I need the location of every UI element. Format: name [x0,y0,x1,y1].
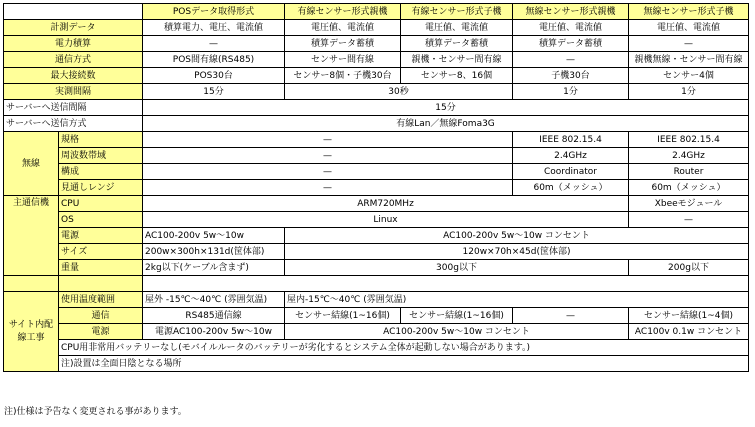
cell: 200g以下 [629,260,749,276]
table-row [4,260,749,276]
cell: AC100-200v 5w〜10w [143,228,285,244]
row-label: 通信 [59,308,143,324]
group-label-site-line2: 線工事 [17,332,45,343]
group-label-site-line1: サイト内配 [8,319,54,330]
cell: 屋内-15℃〜40℃ (雰囲気温) [285,292,749,308]
cell: POS間有線(RS485) [143,52,285,68]
table-row [4,36,749,52]
cell: Xbeeモジュール [629,196,749,212]
header-wired-parent: 有線センサー形式親機 [285,4,401,20]
table-row-spacer [4,276,749,292]
table-row [4,132,749,148]
header-wireless-parent: 無線センサー形式親機 [513,4,629,20]
cell: 電圧値、電流値 [285,20,401,36]
table-row [4,212,749,228]
cell: 2.4GHz [513,148,629,164]
cell: 300g以下 [285,260,629,276]
cell: 積算データ蓄積 [513,36,629,52]
table-row [4,52,749,68]
row-label: 規格 [59,132,143,148]
row-label: サイズ [59,244,143,260]
cell: 親機・センサー間有線 [401,52,513,68]
cell: 積算データ蓄積 [401,36,513,52]
cell: 15分 [143,84,285,100]
cell: 60m（メッシュ） [513,180,629,196]
table-row [4,228,749,244]
cell: AC100-200v 5w〜10w コンセント [285,228,749,244]
cell: AC100-200v 5w〜10w コンセント [285,324,629,340]
cell: 200w×300h×131d(筐体部) [143,244,285,260]
cell: — [629,212,749,228]
table-row [4,100,749,116]
cell: 電源AC100-200v 5w〜10w [143,324,285,340]
cell: — [143,180,513,196]
header-row [4,4,749,20]
cell: Coordinator [513,164,629,180]
cell: 1分 [513,84,629,100]
table-row [4,84,749,100]
cell: 電圧値、電流値 [629,20,749,36]
footnote: 注)仕様は予告なく変更される事があります。 [4,407,187,417]
table-row [4,148,749,164]
header-wired-child: 有線センサー形式子機 [401,4,513,20]
cell: — [143,36,285,52]
cell: センサー8個・子機30台 [285,68,401,84]
cell: センサー結線(1~16個) [401,308,513,324]
group-label-wireless: 無線 [4,132,59,196]
table-row [4,180,749,196]
cell: 2kg以下(ケーブル含まず) [143,260,285,276]
cell: 注)設置は全面日陰となる場所 [59,356,749,372]
cell: POS30台 [143,68,285,84]
row-label: OS [59,212,143,228]
table-row [4,20,749,36]
cell: 1分 [629,84,749,100]
header-corner [4,4,143,20]
row-label: 実測間隔 [4,84,143,100]
row-label: 構成 [59,164,143,180]
row-label: 電源 [59,228,143,244]
table-row [4,340,749,356]
cell: ARM720MHz [143,196,629,212]
cell: センサー8、16個 [401,68,513,84]
cell: AC100v 0.1w コンセント [629,324,749,340]
cell: センサー間有線 [285,52,401,68]
table-row [4,244,749,260]
table-row [4,324,749,340]
cell: 親機無線・センサー間有線 [629,52,749,68]
row-label: 見通しレンジ [59,180,143,196]
cell: 15分 [143,100,749,116]
row-label: 最大接続数 [4,68,143,84]
spacer-cell [59,276,143,292]
row-label: CPU [59,196,143,212]
cell: センサー4個 [629,68,749,84]
group-label-main: 主通信機 [4,196,59,276]
cell: IEEE 802.15.4 [513,132,629,148]
cell: — [629,36,749,52]
cell: Linux [143,212,629,228]
cell: 60m（メッシュ） [629,180,749,196]
cell: RS485通信線 [143,308,285,324]
spacer-cell [4,276,59,292]
row-label: 電力積算 [4,36,143,52]
cell: — [513,52,629,68]
cell: 電圧値、電流値 [513,20,629,36]
group-label-site [4,292,59,372]
cell: CPU用非常用バッテリーなし(モバイルルータのバッテリーが劣化するとシステム全体が起動しない場合があります。) [59,340,749,356]
spacer-cell [143,276,749,292]
cell: — [143,132,513,148]
cell: 電圧値、電流値 [401,20,513,36]
table-row [4,68,749,84]
row-label: 使用温度範囲 [59,292,143,308]
cell: センサー結線(1~4個) [629,308,749,324]
cell: 屋外 -15℃〜40℃ (雰囲気温) [143,292,285,308]
header-wireless-child: 無線センサー形式子機 [629,4,749,20]
row-label: 通信方式 [4,52,143,68]
row-label: 重量 [59,260,143,276]
row-label: サーバーへ送信方式 [4,116,143,132]
table-row [4,164,749,180]
row-label: 電源 [59,324,143,340]
cell: — [143,164,513,180]
row-label: 計測データ [4,20,143,36]
row-label: サーバーへ送信間隔 [4,100,143,116]
cell: 積算電力、電圧、電流値 [143,20,285,36]
header-pos: POSデータ取得形式 [143,4,285,20]
table-row [4,116,749,132]
cell: — [143,148,513,164]
cell: 積算データ蓄積 [285,36,401,52]
cell: 2.4GHz [629,148,749,164]
table-row [4,292,749,308]
cell: 有線Lan／無線Foma3G [143,116,749,132]
cell: — [513,308,629,324]
spec-table [3,3,749,372]
cell: 子機30台 [513,68,629,84]
cell: Router [629,164,749,180]
table-row [4,356,749,372]
cell: 30秒 [285,84,513,100]
cell: IEEE 802.15.4 [629,132,749,148]
cell: センサー結線(1~16個) [285,308,401,324]
cell: 120w×70h×45d(筐体部) [285,244,749,260]
row-label: 周波数帯域 [59,148,143,164]
table-row [4,308,749,324]
table-row [4,196,749,212]
